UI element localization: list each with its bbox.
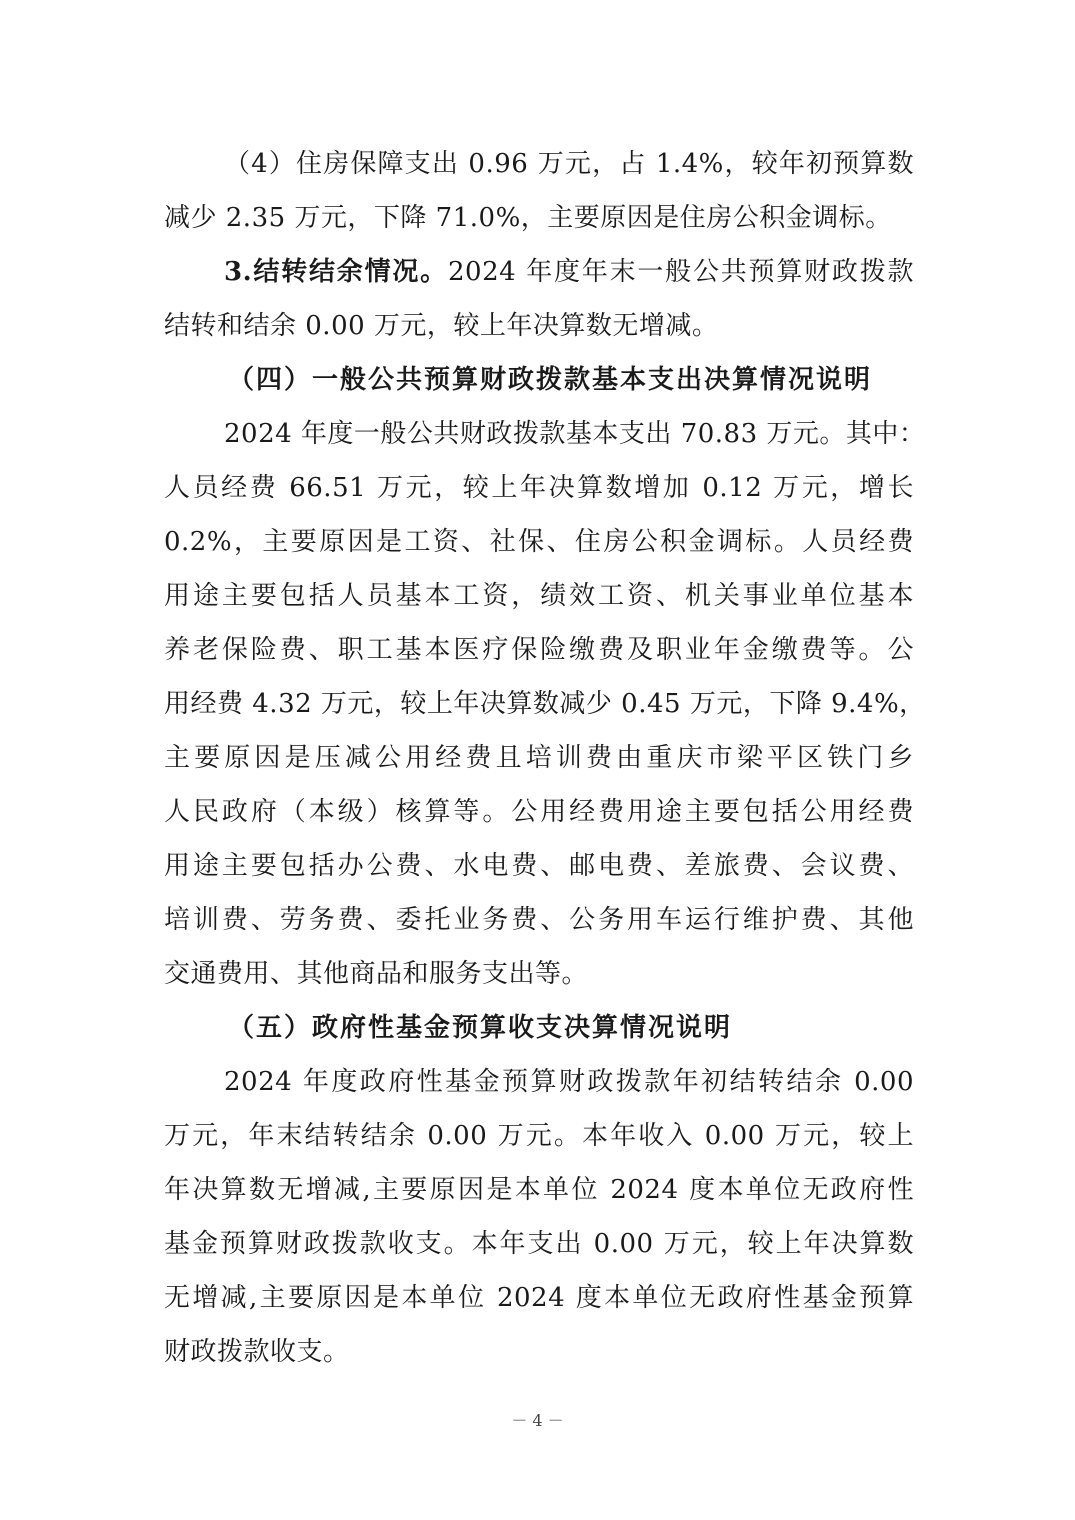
page-number: － 4 － (511, 1411, 564, 1430)
paragraph-line: 用途主要包括办公费、水电费、邮电费、差旅费、会议费、 (164, 851, 914, 881)
paragraph-line: 减少 2.35 万元，下降 71.0%，主要原因是住房公积金调标。 (164, 203, 892, 233)
section-heading: （五）政府性基金预算收支决算情况说明 (228, 1013, 733, 1043)
paragraph-line: 人民政府（本级）核算等。公用经费用途主要包括公用经费 (164, 797, 914, 827)
paragraph-line: 2024 年度一般公共财政拨款基本支出 70.83 万元。其中： (224, 419, 926, 449)
paragraph-text: 2024 年度年末一般公共预算财政拨款 (447, 257, 914, 287)
paragraph-line: 万元，年末结转结余 0.00 万元。本年收入 0.00 万元，较上 (164, 1121, 914, 1151)
paragraph-line: 培训费、劳务费、委托业务费、公务用车运行维护费、其他 (164, 905, 914, 935)
paragraph-line: 用经费 4.32 万元，较上年决算数减少 0.45 万元，下降 9.4%， (164, 689, 926, 719)
paragraph-line: 无增减,主要原因是本单位 2024 度本单位无政府性基金预算 (164, 1283, 914, 1313)
paragraph-line: 结转和结余 0.00 万元，较上年决算数无增减。 (164, 311, 719, 341)
paragraph-line: （4）住房保障支出 0.96 万元，占 1.4%，较年初预算数 (224, 149, 914, 179)
paragraph-line: 人员经费 66.51 万元，较上年决算数增加 0.12 万元，增长 (164, 473, 914, 503)
paragraph-line: 2024 年度政府性基金预算财政拨款年初结转结余 0.00 (224, 1067, 914, 1097)
paragraph-line: 养老保险费、职工基本医疗保险缴费及职业年金缴费等。公 (164, 635, 914, 665)
paragraph-line: 财政拨款收支。 (164, 1337, 350, 1367)
paragraph-line (224, 254, 914, 290)
section-subheading: 3.结转结余情况。 (224, 257, 448, 287)
paragraph-line: 用途主要包括人员基本工资，绩效工资、机关事业单位基本 (164, 581, 914, 611)
paragraph-line: 基金预算财政拨款收支。本年支出 0.00 万元，较上年决算数 (164, 1229, 914, 1259)
section-heading: （四）一般公共预算财政拨款基本支出决算情况说明 (228, 365, 873, 395)
paragraph-line: 年决算数无增减,主要原因是本单位 2024 度本单位无政府性 (164, 1175, 914, 1205)
paragraph-line: 0.2%，主要原因是工资、社保、住房公积金调标。人员经费 (164, 527, 914, 557)
paragraph-line: 交通费用、其他商品和服务支出等。 (164, 959, 589, 989)
paragraph-line: 主要原因是压减公用经费且培训费由重庆市梁平区铁门乡 (164, 743, 914, 773)
